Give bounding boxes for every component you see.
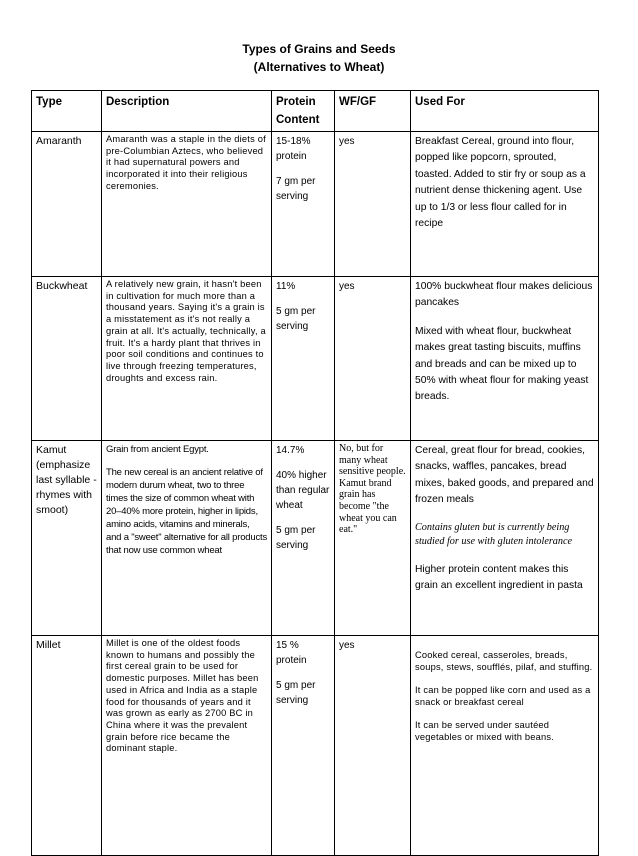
header-protein xyxy=(272,91,335,132)
header-used-for: Used For xyxy=(411,91,599,132)
used-for-text-1: 100% buckwheat flour makes delicious pancakes xyxy=(415,281,593,309)
type-cell: Millet xyxy=(32,636,102,856)
used-for-cell xyxy=(411,636,599,856)
used-for-cell xyxy=(411,441,599,636)
protein-percent: 15-18% protein xyxy=(276,136,311,162)
wfgf-cell: yes xyxy=(335,132,411,277)
description-text-1: Grain from ancient Egypt. xyxy=(106,444,209,455)
protein-percent: 11% xyxy=(276,281,296,292)
header-protein-line2: Content xyxy=(276,114,320,126)
protein-grams: 5 gm per serving xyxy=(276,306,316,332)
protein-grams: 5 gm per serving xyxy=(276,680,316,706)
title-line-2: (Alternatives to Wheat) xyxy=(253,60,385,74)
wfgf-cell: yes xyxy=(335,277,411,441)
protein-grams: 5 gm per serving xyxy=(276,525,316,551)
protein-grams: 7 gm per serving xyxy=(276,176,316,202)
title-line-1: Types of Grains and Seeds xyxy=(242,42,396,56)
type-cell: Buckwheat xyxy=(32,277,102,441)
header-description: Description xyxy=(102,91,272,132)
protein-percent: 14.7% xyxy=(276,445,305,456)
used-for-text-3: It can be served under sautéed vegetables or mixed with beans. xyxy=(415,719,555,743)
used-for-cell: Breakfast Cereal, ground into flour, popped like popcorn, sprouted, toasted. Added to stir fry or soup as a nutrient dense thickening agent. Use up to 1/3 or less flour called for in recipe xyxy=(411,132,599,277)
description-cell: A relatively new grain, it hasn't been in cultivation for much more than a thousand years. Saying it's a grain is a misstatement as it's not really a grain at all. It's actually, technically, a fruit. It's a hardy plant that thrives in poor soil conditions and continues to live through freezing temperatures, droughts and excess rain. xyxy=(102,277,272,441)
protein-cell xyxy=(272,636,335,856)
type-cell: Amaranth xyxy=(32,132,102,277)
description-text-2: The new cereal is an ancient relative of modern durum wheat, two to three times the size of common wheat with 20–40% more protein, higher in lipids, amino acids, vitamins and minerals, and a "sweet" alternative for all products that now use common wheat xyxy=(106,467,267,556)
document-title xyxy=(0,40,638,76)
wfgf-cell: yes xyxy=(335,636,411,856)
table-row-millet xyxy=(32,636,599,856)
used-for-text-2: Mixed with wheat flour, buckwheat makes great tasting biscuits, muffins and breads and can be mixed up to 50% with wheat flour for making yeast breads. xyxy=(415,325,589,403)
used-for-text-1: Cereal, great flour for bread, cookies, snacks, waffles, pancakes, bread mixes, baked goods, and prepared and frozen meals xyxy=(415,445,594,506)
type-cell: Kamut (emphasize last syllable - rhymes with smoot) xyxy=(32,441,102,636)
protein-cell xyxy=(272,277,335,441)
protein-comparison: 40% higher than regular wheat xyxy=(276,470,330,511)
used-for-text-2: It can be popped like corn and used as a snack or breakfast cereal xyxy=(415,684,591,708)
table-row-buckwheat xyxy=(32,277,599,441)
grains-table xyxy=(31,90,599,856)
table-row-amaranth xyxy=(32,132,599,277)
header-row xyxy=(32,91,599,132)
used-for-text-2: Contains gluten but is currently being studied for use with gluten intolerance xyxy=(415,521,573,548)
used-for-text-1: Cooked cereal, casseroles, breads, soups, stews, soufflés, pilaf, and stuffing. xyxy=(415,650,593,673)
protein-cell xyxy=(272,441,335,636)
used-for-text-3: Higher protein content makes this grain an excellent ingredient in pasta xyxy=(415,563,583,592)
description-cell: Millet is one of the oldest foods known to humans and possibly the first cereal grain to be used for domestic purposes. Millet has been used in Africa and India as a staple food for thousands of years and it was grown as early as 2700 BC in China where it was the prevalent grain before rice became the dominant staple. xyxy=(102,636,272,856)
protein-cell xyxy=(272,132,335,277)
protein-percent: 15 % protein xyxy=(276,640,307,666)
description-cell xyxy=(102,441,272,636)
used-for-cell xyxy=(411,277,599,441)
wfgf-cell: No, but for many wheat sensitive people. Kamut brand grain has become "the wheat you can eat." xyxy=(335,441,411,636)
header-protein-line1: Protein xyxy=(276,96,316,108)
header-wfgf: WF/GF xyxy=(335,91,411,132)
description-cell: Amaranth was a staple in the diets of pre-Columbian Aztecs, who believed it had supernatural powers and incorporated it into their religious ceremonies. xyxy=(102,132,272,277)
table-row-kamut xyxy=(32,441,599,636)
header-type: Type xyxy=(32,91,102,132)
